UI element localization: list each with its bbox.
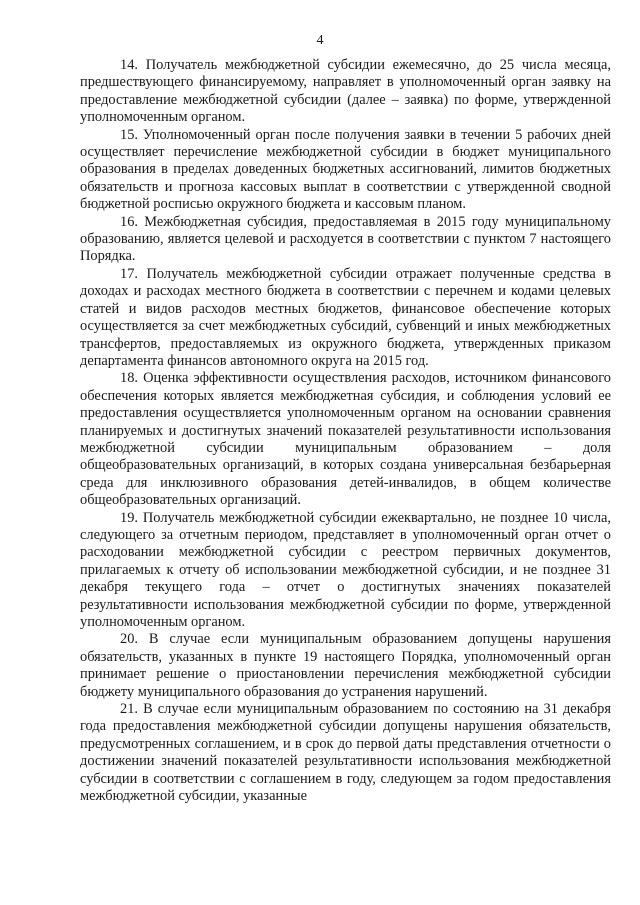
paragraph-14: 14. Получатель межбюджетной субсидии ежемесячно, до 25 числа месяца, предшествующего финансируемому, направляет в уполномоченный орган заявку на предоставление межбюджетной субсидии (далее – заявка) по форме, утвержденной уполномоченным органом. <box>80 57 611 126</box>
paragraph-19: 19. Получатель межбюджетной субсидии ежеквартально, не позднее 10 числа, следующего за отчетным периодом, представляет в уполномоченный орган отчет о расходовании межбюджетной субсидии с реестром первичных документов, прилагаемых к отчету об использовании межбюджетной субсидии, и не позднее 31 декабря текущего года – отчет о достигнутых значениях показателей результативности использования межбюджетной субсидии по форме, утвержденной уполномоченным органом. <box>80 509 611 630</box>
page-number: 4 <box>316 33 324 48</box>
document-body <box>80 57 611 805</box>
paragraph-15: 15. Уполномоченный орган после получения заявки в течении 5 рабочих дней осуществляет перечисление межбюджетной субсидии в бюджет муниципального образования в пределах доведенных бюджетных ассигнований, лимитов бюджетных обязательств и прогноза кассовых выплат в соответствии с утвержденной сводной бюджетной росписью окружного бюджета и кассовым планом. <box>80 126 611 213</box>
paragraph-18: 18. Оценка эффективности осуществления расходов, источником финансового обеспечения которых является межбюджетная субсидия, и соблюдения условий ее предоставления осуществляется уполномоченным органом на основании сравнения планируемых и достигнутых значений показателей результативности использования межбюджетной субсидии муниципальным образованием – доля общеобразовательных организаций, в которых создана универсальная безбарьерная среда для инклюзивного образования детей-инвалидов, в общем количестве общеобразовательных организаций. <box>80 370 611 509</box>
paragraph-16: 16. Межбюджетная субсидия, предоставляемая в 2015 году муниципальному образованию, является целевой и расходуется в соответствии с пунктом 7 настоящего Порядка. <box>80 213 611 265</box>
paragraph-21: 21. В случае если муниципальным образованием по состоянию на 31 декабря года предоставления межбюджетной субсидии допущены нарушения обязательств, предусмотренных соглашением, и в срок до первой даты представления отчетности о достижении значений показателей результативности использования межбюджетной субсидии в соответствии с соглашением в году, следующем за годом предоставления межбюджетной субсидии, указанные <box>80 701 611 805</box>
paragraph-17: 17. Получатель межбюджетной субсидии отражает полученные средства в доходах и расходах местного бюджета в соответствии с перечнем и кодами целевых статей и видов расходов местных бюджетов, финансовое обеспечение которых осуществляется за счет межбюджетных субсидий, субвенций и иных межбюджетных трансфертов, предоставляемых из окружного бюджета, утвержденных приказом департамента финансов автономного округа на 2015 год. <box>80 265 611 369</box>
paragraph-20: 20. В случае если муниципальным образованием допущены нарушения обязательств, указанных в пункте 19 настоящего Порядка, уполномоченный орган принимает решение о приостановлении перечисления межбюджетной субсидии бюджету муниципального образования до устранения нарушений. <box>80 631 611 700</box>
